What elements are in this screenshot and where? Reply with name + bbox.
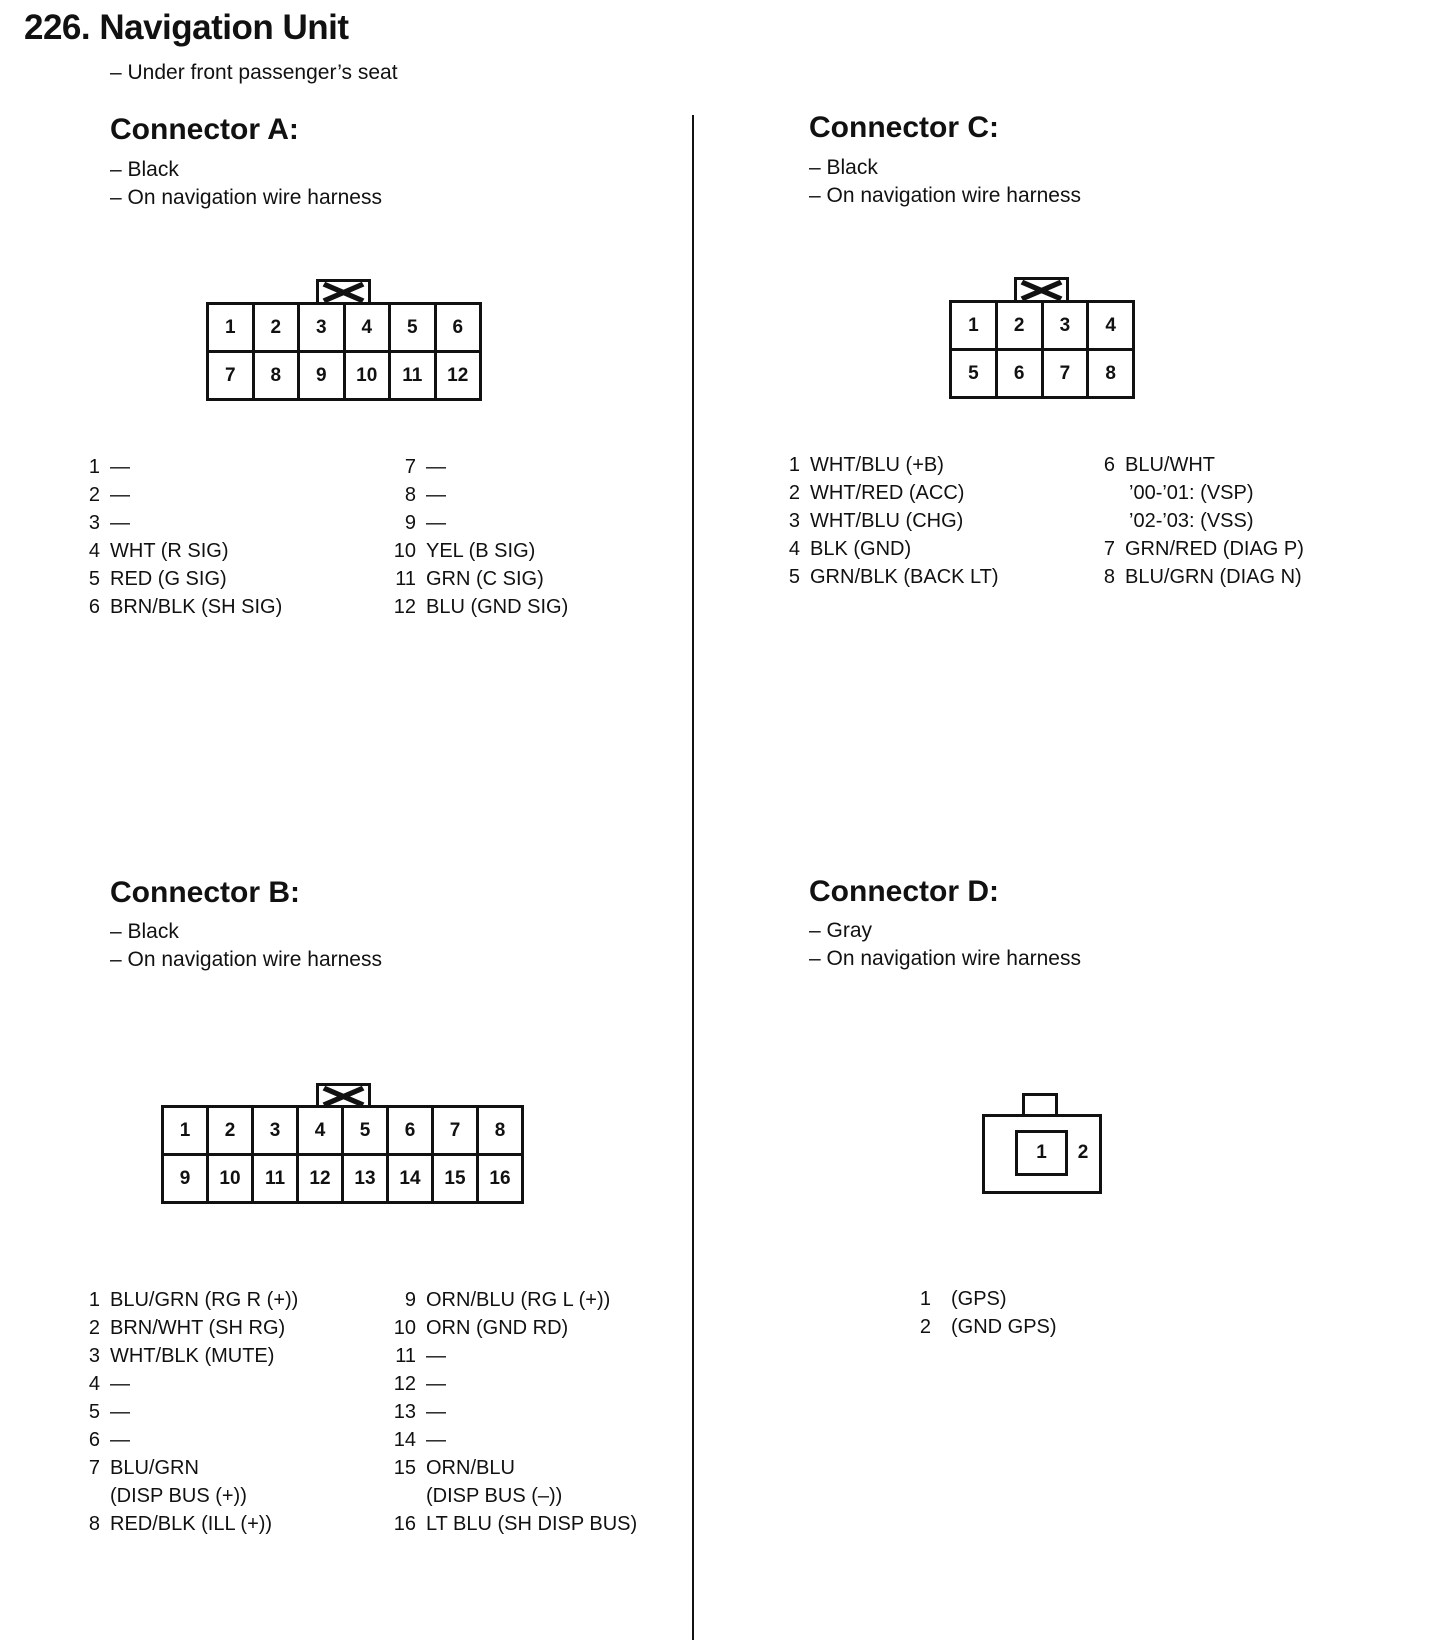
pin-number: 15 (393, 1457, 416, 1479)
connector-d-notes (809, 917, 1081, 973)
pin-number: 12 (393, 596, 416, 618)
pin-description: BRN/WHT (SH RG) (110, 1317, 286, 1339)
pin-number: 6 (88, 596, 100, 618)
pin-number: 6 (1103, 454, 1115, 476)
pin-description: — (426, 456, 446, 478)
connector-b-location: – On navigation wire harness (110, 948, 382, 971)
pin-row (78, 1510, 298, 1538)
pin-description: — (426, 1373, 446, 1395)
connector-d-pins (909, 1285, 1057, 1341)
pin-number: 11 (395, 1345, 416, 1367)
connector-a-pin-11: 11 (391, 353, 434, 398)
pin-description: — (426, 484, 446, 506)
pin-description: GRN/BLK (BACK LT) (810, 566, 999, 588)
pin-number: 2 (788, 482, 800, 504)
pin-number: 2 (919, 1316, 931, 1338)
connector-a-color: – Black (110, 158, 179, 181)
connector-b-pin-1: 1 (164, 1108, 206, 1153)
pin-row (386, 1342, 637, 1370)
connector-c-pins-right (1093, 451, 1304, 591)
connector-b-pin-10: 10 (209, 1156, 251, 1201)
pin-row (778, 535, 999, 563)
pin-number: 5 (88, 1401, 100, 1423)
pin-row (386, 1370, 637, 1398)
connector-c-pin-3: 3 (1044, 303, 1087, 348)
pin-description: ’02-’03: (VSS) (1129, 510, 1254, 532)
pin-description: (DISP BUS (+)) (110, 1485, 247, 1507)
pin-description: BLU/GRN (110, 1457, 199, 1479)
pin-number: 11 (395, 568, 416, 590)
pin-number: 1 (88, 1289, 100, 1311)
pin-description: — (110, 1429, 130, 1451)
pin-description: RED (G SIG) (110, 568, 227, 590)
pin-number: 1 (88, 456, 100, 478)
pin-description: — (426, 512, 446, 534)
pin-row (1093, 563, 1304, 591)
pin-number: 13 (393, 1401, 416, 1423)
connector-a-pin-1: 1 (209, 305, 252, 350)
pin-row (1093, 507, 1304, 535)
pin-description: BLK (GND) (810, 538, 912, 560)
pin-description: ’00-’01: (VSP) (1129, 482, 1254, 504)
connector-d-pin-2: 2 (1077, 1142, 1089, 1163)
connector-b-color: – Black (110, 920, 179, 943)
pin-row (78, 1286, 298, 1314)
pin-description: WHT/BLU (CHG) (810, 510, 964, 532)
pin-row (78, 593, 282, 621)
pin-number: 4 (788, 538, 800, 560)
pin-description: ORN/BLU (RG L (+)) (426, 1289, 611, 1311)
connector-a-notes (110, 156, 382, 212)
connector-b-pin-3: 3 (254, 1108, 296, 1153)
connector-b-pins-left (78, 1286, 298, 1538)
connector-c-pin-4: 4 (1089, 303, 1132, 348)
location-note: – Under front passenger’s seat (110, 61, 398, 84)
pin-number: 5 (788, 566, 800, 588)
pin-description: BLU/WHT (1125, 454, 1215, 476)
pin-row (78, 537, 282, 565)
pin-row (78, 1454, 298, 1482)
connector-c-pin-8: 8 (1089, 351, 1132, 396)
page-title: 226. Navigation Unit (24, 8, 349, 47)
connector-b-pin-7: 7 (434, 1108, 476, 1153)
pin-row (386, 1286, 637, 1314)
pin-row (78, 1482, 298, 1510)
pin-number: 2 (88, 1317, 100, 1339)
pin-description: — (110, 512, 130, 534)
pin-row (1093, 451, 1304, 479)
connector-a-pins-right (386, 453, 568, 621)
pin-description: — (426, 1345, 446, 1367)
connector-c-heading: Connector C: (809, 111, 999, 144)
pin-row (386, 481, 568, 509)
pin-row (778, 451, 999, 479)
pin-row (386, 1454, 637, 1482)
pin-description: (GPS) (951, 1288, 1007, 1310)
pin-number: 3 (88, 512, 100, 534)
pin-number: 7 (1103, 538, 1115, 560)
connector-b-pin-9: 9 (164, 1156, 206, 1201)
pin-number: 14 (393, 1429, 416, 1451)
connector-b-pin-12: 12 (299, 1156, 341, 1201)
connector-a-pin-3: 3 (300, 305, 343, 350)
connector-b-pin-2: 2 (209, 1108, 251, 1153)
connector-d-heading: Connector D: (809, 875, 999, 908)
pin-number: 1 (788, 454, 800, 476)
pin-row (386, 1510, 637, 1538)
pin-description: — (110, 1373, 130, 1395)
pin-description: — (110, 456, 130, 478)
connector-b-notes (110, 918, 382, 974)
pin-row (909, 1313, 1057, 1341)
connector-b-pin-8: 8 (479, 1108, 521, 1153)
pin-description: BLU/GRN (RG R (+)) (110, 1289, 299, 1311)
pin-row (1093, 479, 1304, 507)
connector-a-pins-left (78, 453, 282, 621)
pin-description: — (110, 484, 130, 506)
connector-c-pin-7: 7 (1044, 351, 1087, 396)
connector-a-diagram (206, 302, 482, 401)
pin-description: BLU (GND SIG) (426, 596, 569, 618)
pin-number (1093, 479, 1115, 507)
pin-row (386, 537, 568, 565)
pin-row (78, 509, 282, 537)
pin-description: WHT/BLK (MUTE) (110, 1345, 275, 1367)
pin-number: 4 (88, 540, 100, 562)
connector-b-pin-14: 14 (389, 1156, 431, 1201)
pin-description: RED/BLK (ILL (+)) (110, 1513, 273, 1535)
pin-number (386, 1482, 416, 1510)
pin-number: 2 (88, 484, 100, 506)
connector-b-pin-5: 5 (344, 1108, 386, 1153)
pin-row (78, 1370, 298, 1398)
connector-b-pin-16: 16 (479, 1156, 521, 1201)
connector-a-pin-12: 12 (437, 353, 480, 398)
connector-b-pin-4: 4 (299, 1108, 341, 1153)
connector-a-pin-5: 5 (391, 305, 434, 350)
pin-description: GRN/RED (DIAG P) (1125, 538, 1304, 560)
pin-row (778, 507, 999, 535)
connector-d-pin-1: 1 (1015, 1130, 1068, 1176)
connector-c-notes (809, 154, 1081, 210)
pin-number: 4 (88, 1373, 100, 1395)
pin-number: 7 (404, 456, 416, 478)
pin-description: GRN (C SIG) (426, 568, 544, 590)
connector-d-diagram (982, 1093, 1102, 1195)
pin-row (78, 1426, 298, 1454)
connector-a-pin-2: 2 (255, 305, 298, 350)
connector-b-pin-13: 13 (344, 1156, 386, 1201)
pin-row (778, 563, 999, 591)
connector-b-diagram (161, 1105, 524, 1204)
connector-c-pin-6: 6 (998, 351, 1041, 396)
pin-number (78, 1482, 100, 1510)
pin-row (386, 1314, 637, 1342)
pin-description: BLU/GRN (DIAG N) (1125, 566, 1302, 588)
pin-row (78, 453, 282, 481)
pin-number: 10 (393, 1317, 416, 1339)
pin-number (1093, 507, 1115, 535)
pin-description: WHT/BLU (+B) (810, 454, 944, 476)
connector-c-location: – On navigation wire harness (809, 184, 1081, 207)
pin-row (386, 565, 568, 593)
pin-description: YEL (B SIG) (426, 540, 536, 562)
pin-row (78, 1314, 298, 1342)
pin-row (78, 1342, 298, 1370)
pin-number: 10 (393, 540, 416, 562)
pin-number: 3 (788, 510, 800, 532)
connector-d-color: – Gray (809, 919, 873, 942)
pin-number: 7 (88, 1457, 100, 1479)
pin-number: 8 (1103, 566, 1115, 588)
connector-b-pin-11: 11 (254, 1156, 296, 1201)
pin-number: 9 (404, 512, 416, 534)
connector-c-pin-5: 5 (952, 351, 995, 396)
pin-description: WHT/RED (ACC) (810, 482, 965, 504)
pin-number: 16 (393, 1513, 416, 1535)
pin-row (778, 479, 999, 507)
pin-row (78, 565, 282, 593)
pin-row (386, 1398, 637, 1426)
connector-a-location: – On navigation wire harness (110, 186, 382, 209)
pin-row (78, 1398, 298, 1426)
pin-description: ORN/BLU (426, 1457, 515, 1479)
pin-number: 8 (404, 484, 416, 506)
connector-a-heading: Connector A: (110, 113, 299, 146)
connector-b-pin-6: 6 (389, 1108, 431, 1153)
pin-row (386, 1426, 637, 1454)
column-divider (692, 115, 694, 1640)
pin-number: 5 (88, 568, 100, 590)
connector-b-heading: Connector B: (110, 876, 300, 909)
connector-b-pin-15: 15 (434, 1156, 476, 1201)
connector-a-pin-10: 10 (346, 353, 389, 398)
connector-c-pin-1: 1 (952, 303, 995, 348)
pin-number: 3 (88, 1345, 100, 1367)
pin-description: LT BLU (SH DISP BUS) (426, 1513, 638, 1535)
connector-a-pin-9: 9 (300, 353, 343, 398)
pin-description: — (110, 1401, 130, 1423)
pin-row (386, 453, 568, 481)
pin-number: 8 (88, 1513, 100, 1535)
pin-row (386, 593, 568, 621)
pin-row (1093, 535, 1304, 563)
pin-number: 9 (404, 1289, 416, 1311)
pin-description: WHT (R SIG) (110, 540, 229, 562)
pin-number: 6 (88, 1429, 100, 1451)
pin-description: BRN/BLK (SH SIG) (110, 596, 283, 618)
connector-a-pin-8: 8 (255, 353, 298, 398)
connector-a-pin-4: 4 (346, 305, 389, 350)
connector-a-pin-6: 6 (437, 305, 480, 350)
pin-number: 12 (393, 1373, 416, 1395)
pin-description: — (426, 1429, 446, 1451)
pin-row (386, 1482, 637, 1510)
connector-b-pins-right (386, 1286, 637, 1538)
pin-row (78, 481, 282, 509)
pin-description: — (426, 1401, 446, 1423)
connector-c-color: – Black (809, 156, 878, 179)
connector-c-pins-left (778, 451, 999, 591)
connector-d-location: – On navigation wire harness (809, 947, 1081, 970)
pin-row (909, 1285, 1057, 1313)
connector-a-pin-7: 7 (209, 353, 252, 398)
pin-description: ORN (GND RD) (426, 1317, 569, 1339)
pin-row (386, 509, 568, 537)
connector-c-diagram (949, 300, 1135, 399)
pin-description: (GND GPS) (951, 1316, 1057, 1338)
connector-c-pin-2: 2 (998, 303, 1041, 348)
pin-description: (DISP BUS (–)) (426, 1485, 563, 1507)
pin-number: 1 (919, 1288, 931, 1310)
